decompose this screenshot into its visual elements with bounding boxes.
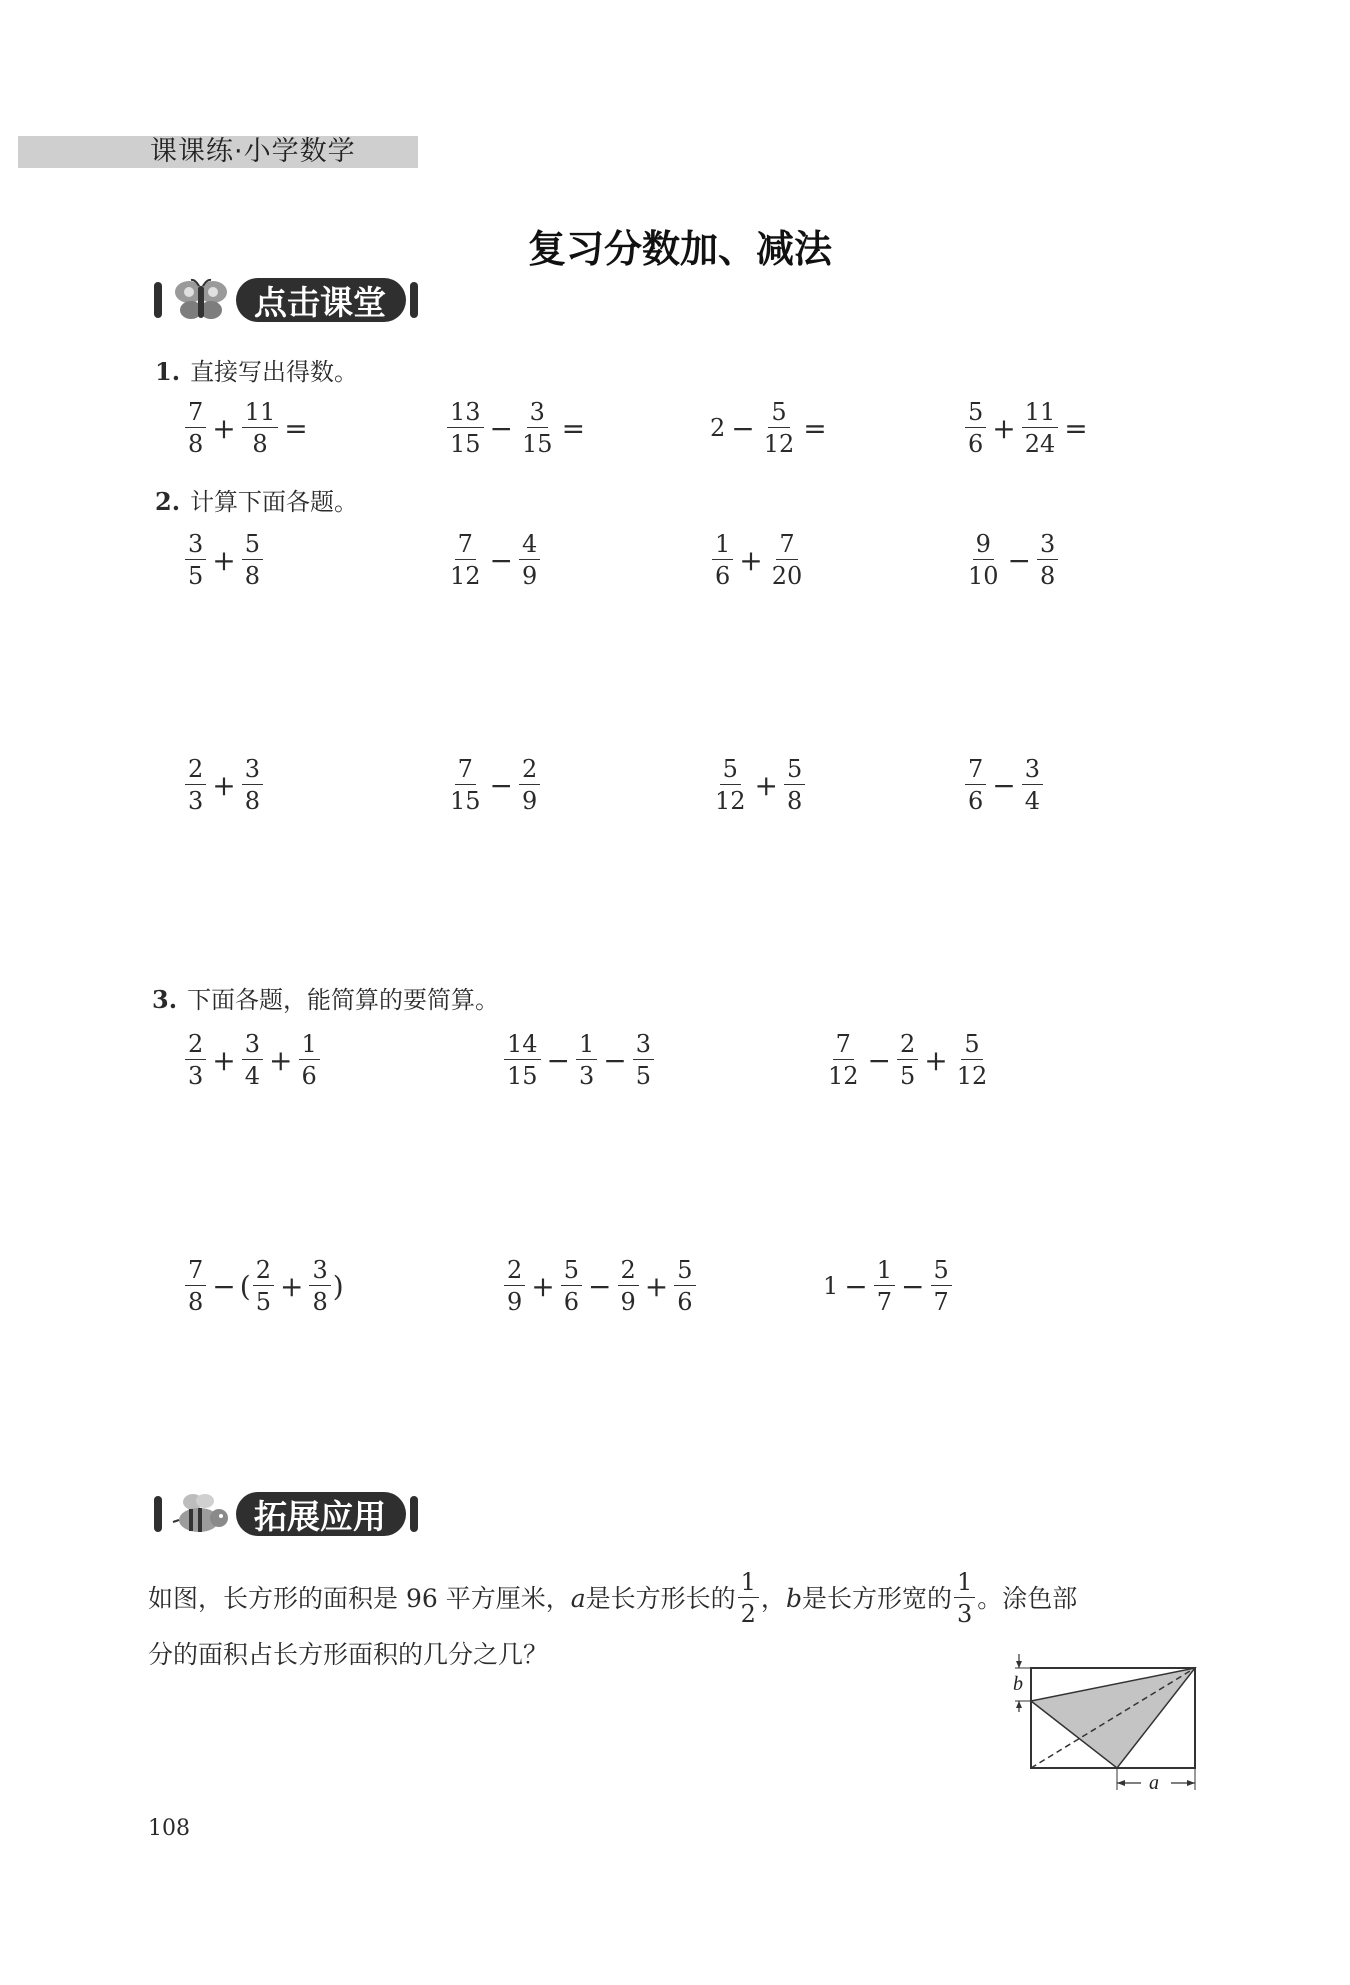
operator: − xyxy=(731,411,755,445)
fraction: $\frac{7}{12}$ xyxy=(450,530,481,590)
fraction: $\frac{11}{8}$ xyxy=(242,400,279,456)
operator: − xyxy=(992,768,1016,802)
fraction: $\frac{3}{4}$ xyxy=(1022,757,1043,813)
q3-expression-3 xyxy=(823,1032,992,1088)
application-text-line2: 分的面积占长方形面积的几分之几？ xyxy=(148,1640,549,1669)
fraction: $\frac{4}{9}$ xyxy=(519,532,540,588)
fraction: $\frac{9}{10}$ xyxy=(968,530,999,590)
q2-expression-7 xyxy=(710,757,807,813)
fraction: $\frac{7}{6}$ xyxy=(965,757,986,813)
q1-expression-1 xyxy=(183,400,312,456)
variable-a: a xyxy=(570,1583,586,1613)
q2-expression-5 xyxy=(183,757,265,813)
section-badge-classroom xyxy=(150,278,422,322)
application-text-line1 xyxy=(148,1570,1077,1626)
fraction: $\frac{1}{7}$ xyxy=(874,1258,895,1314)
operator: + xyxy=(279,1269,304,1303)
fraction: $\frac{5}{7}$ xyxy=(931,1258,952,1314)
q1-label xyxy=(155,352,358,387)
fraction: $\frac{5}{6}$ xyxy=(674,1258,695,1314)
fraction: $\frac{5}{12}$ xyxy=(763,398,795,458)
equals-sign: = xyxy=(1064,411,1088,445)
fraction: $\frac{3}{4}$ xyxy=(242,1032,263,1088)
operator: − xyxy=(867,1043,892,1077)
operator: + xyxy=(644,1269,669,1303)
operator: − xyxy=(844,1269,868,1303)
fraction: $\frac{3}{5}$ xyxy=(633,1032,654,1088)
badge-left-cap xyxy=(154,1496,162,1532)
q1-number: 1. xyxy=(155,357,181,386)
fraction: $\frac{7}{8}$ xyxy=(185,400,206,456)
diagram-label-b: b xyxy=(1013,1673,1023,1695)
operator: − xyxy=(212,1269,236,1303)
q1-expression-4 xyxy=(963,400,1092,456)
header-text: 课课练·小学数学 xyxy=(150,136,356,167)
fraction: $\frac{1}{6}$ xyxy=(299,1032,320,1088)
operator: + xyxy=(212,1043,236,1077)
fraction: $\frac{5}{8}$ xyxy=(242,532,263,588)
q1-text: 直接写出得数。 xyxy=(190,358,359,386)
operator: − xyxy=(603,1043,627,1077)
fraction: $\frac{3}{5}$ xyxy=(185,532,206,588)
application-text-part2: 是长方形长的 xyxy=(585,1583,736,1613)
section-label-classroom: 点击课堂 xyxy=(236,278,406,322)
equals-sign: = xyxy=(561,411,586,445)
q2-text: 计算下面各题。 xyxy=(190,488,359,516)
equals-sign: = xyxy=(803,411,827,445)
butterfly-icon xyxy=(166,278,236,322)
q1-expression-3 xyxy=(710,400,831,456)
q3-text: 下面各题，能简算的要简算。 xyxy=(187,986,500,1014)
operator: + xyxy=(212,543,236,577)
fraction: $\frac{1}{3}$ xyxy=(576,1032,597,1088)
q2-label xyxy=(155,482,358,517)
operator: − xyxy=(1007,543,1032,577)
q2-number: 2. xyxy=(155,487,181,516)
fraction: $\frac{14}{15}$ xyxy=(504,1032,541,1088)
operator: − xyxy=(901,1269,925,1303)
whole-number: 2 xyxy=(710,414,726,442)
page-number: 108 xyxy=(148,1816,190,1841)
q2-expression-2 xyxy=(445,532,542,588)
q3-expression-2 xyxy=(502,1032,656,1088)
fraction: $\frac{11}{24}$ xyxy=(1022,400,1059,456)
q2-expression-6 xyxy=(445,757,542,813)
operator: + xyxy=(531,1269,555,1303)
fraction: $\frac{2}{9}$ xyxy=(618,1258,639,1314)
fraction: $\frac{7}{20}$ xyxy=(771,530,803,590)
fraction: $\frac{5}{6}$ xyxy=(965,400,986,456)
application-text-part1: 如图，长方形的面积是 96 平方厘米， xyxy=(148,1583,571,1613)
fraction: $\frac{3}{8}$ xyxy=(242,757,263,813)
whole-number: 1 xyxy=(823,1272,839,1300)
fraction: $\frac{13}{15}$ xyxy=(447,400,484,456)
fraction: $\frac{5}{6}$ xyxy=(561,1258,582,1314)
q3-expression-6 xyxy=(823,1258,954,1314)
application-text-part5: 。涂色部 xyxy=(977,1583,1078,1613)
badge-right-cap xyxy=(410,1496,418,1532)
q2-expression-1 xyxy=(183,532,265,588)
operator: + xyxy=(754,768,779,802)
operator: − xyxy=(489,543,514,577)
fraction: $\frac{2}{3}$ xyxy=(185,1032,206,1088)
fraction: $\frac{3}{8}$ xyxy=(1037,532,1058,588)
application-text-part4: 是长方形宽的 xyxy=(801,1583,952,1613)
rectangle-diagram xyxy=(1005,1650,1205,1804)
section-label-extension: 拓展应用 xyxy=(236,1492,406,1536)
operator: + xyxy=(739,543,763,577)
q3-label xyxy=(152,980,499,1015)
fraction: $\frac{5}{8}$ xyxy=(784,757,805,813)
operator: + xyxy=(924,1043,948,1077)
fraction: $\frac{1}{6}$ xyxy=(712,532,733,588)
q3-expression-4 xyxy=(183,1258,344,1314)
variable-b: b xyxy=(785,1583,802,1613)
left-paren: ( xyxy=(239,1269,251,1303)
fraction: $\frac{3}{15}$ xyxy=(522,398,553,458)
bee-icon xyxy=(166,1492,236,1536)
operator: − xyxy=(546,1043,571,1077)
q3-expression-1 xyxy=(183,1032,322,1088)
operator: + xyxy=(992,411,1016,445)
fraction: $\frac{7}{8}$ xyxy=(185,1258,206,1314)
fraction: $\frac{2}{3}$ xyxy=(185,757,206,813)
q1-expression-2 xyxy=(445,400,589,456)
fraction: $\frac{5}{12}$ xyxy=(715,755,746,815)
fraction: $\frac{5}{12}$ xyxy=(956,1030,988,1090)
fraction: $\frac{2}{9}$ xyxy=(504,1258,525,1314)
fraction: $\frac{2}{9}$ xyxy=(519,757,540,813)
q3-expression-5 xyxy=(502,1258,698,1314)
q2-expression-8 xyxy=(963,757,1045,813)
page-title: 复习分数加、减法 xyxy=(527,227,832,271)
diagram-label-a: a xyxy=(1149,1772,1159,1794)
badge-right-cap xyxy=(410,282,418,318)
fraction: $\frac{2}{5}$ xyxy=(897,1032,918,1088)
q2-expression-3 xyxy=(710,532,807,588)
operator: − xyxy=(588,1269,612,1303)
badge-left-cap xyxy=(154,282,162,318)
q3-number: 3. xyxy=(152,985,178,1014)
fraction: $\frac{3}{8}$ xyxy=(309,1258,330,1314)
equals-sign: = xyxy=(284,411,308,445)
operator: − xyxy=(489,411,514,445)
right-paren: ) xyxy=(332,1269,344,1303)
operator: + xyxy=(269,1043,293,1077)
fraction-one-third: $\frac{1}{3}$ xyxy=(954,1570,975,1626)
fraction-one-half: $\frac{1}{2}$ xyxy=(738,1570,759,1626)
operator: + xyxy=(212,411,236,445)
operator: − xyxy=(489,768,514,802)
section-badge-extension xyxy=(150,1492,422,1536)
q2-expression-4 xyxy=(963,532,1060,588)
fraction: $\frac{7}{15}$ xyxy=(450,755,481,815)
application-text-part3: ， xyxy=(760,1583,786,1613)
operator: + xyxy=(212,768,236,802)
fraction: $\frac{2}{5}$ xyxy=(253,1258,274,1314)
fraction: $\frac{7}{12}$ xyxy=(828,1030,859,1090)
